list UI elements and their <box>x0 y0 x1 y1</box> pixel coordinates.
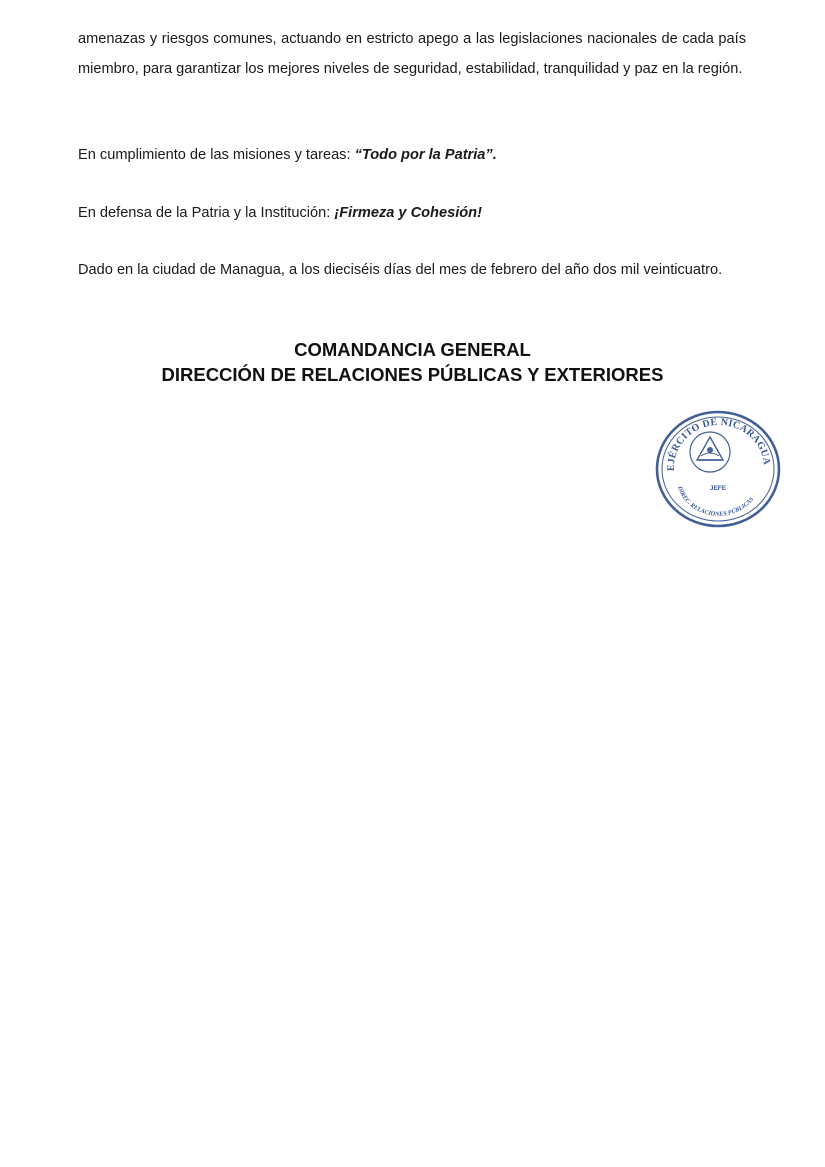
motto-firmeza-y-cohesion: ¡Firmeza y Cohesión! <box>334 205 482 221</box>
paragraph-defense-motto <box>78 199 746 229</box>
paragraph-date-place <box>78 256 746 286</box>
signature-direccion-relaciones: DIRECCIÓN DE RELACIONES PÚBLICAS Y EXTERIORES <box>161 364 664 385</box>
paragraph-lead-text: En cumplimiento de las misiones y tareas: <box>78 147 355 163</box>
official-seal-stamp <box>652 407 784 531</box>
paragraph-lead-text: En defensa de la Patria y la Institución: <box>78 205 335 221</box>
paragraph-mission-motto <box>78 141 746 171</box>
motto-todo-por-la-patria: “Todo por la Patria”. <box>354 147 497 163</box>
paragraph-text: Dado en la ciudad de Managua, a los dieciséis días del mes de febrero del año dos mil veinticuatro. <box>78 262 723 278</box>
paragraph-text: amenazas y riesgos comunes, actuando en estricto apego a las legislaciones nacionales de cada país miembro, para garantizar los mejores niveles de seguridad, estabilidad, tranquilidad y paz en la región. <box>78 31 746 77</box>
signature-comandancia-general: COMANDANCIA GENERAL <box>294 339 531 360</box>
seal-center-label: JEFE <box>709 485 727 492</box>
seal-top-arc-text: EJÉRCITO DE NICARAGUA <box>665 416 773 472</box>
paragraph-closing-commitment <box>78 25 746 84</box>
seal-bottom-arc-text: DIREC. RELACIONES PÚBLICAS <box>676 485 756 518</box>
